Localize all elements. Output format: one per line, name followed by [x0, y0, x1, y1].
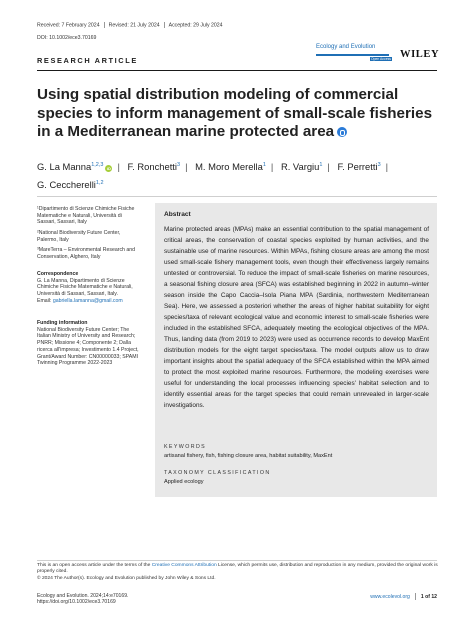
correspondence-text: G. La Manna, Dipartimento di Scienze Chimiche Fisiche Matematiche e Naturali, Università di Sassari, Sassari, Italy.	[37, 277, 133, 298]
journal-logo[interactable]	[316, 44, 440, 64]
funding-text: National Biodiversity Future Center; The Italian Ministry of University and Research; PNRR; Missione 4; Componente 2; Dalla ricerca all'impresa; Investimento 1.4 Project, Grant/Award Number: CN00000033; SPAMI Twinning Programme 2022-2023	[37, 326, 139, 367]
correspondence-block	[37, 271, 140, 305]
email-label: Email:	[37, 297, 52, 304]
abstract-text: Marine protected areas (MPAs) make an essential contribution to the spatial management of critical areas, the conservation of coastal species exploited by human activities, and the sustainable use of marine resources. Within MPAs, fishing closure areas are among the most used small-scale fishery management tools, even though their effectiveness largely remains untested or controversial. To reduce the impact of small-scale fisheries on marine resources, a seasonal fishing closure area (SFCA) was established beginning in 2022 in autumn–winter season inside the Capo Caccia–Isola Piana MPA (Sardinia, northwestern Mediterranean Sea). Here, we assessed a posteriori whether the areas of higher habitat suitability for eight species/taxa of relevant ecological value and economic interest to small-scale fisheries were included in the established SFCA, adequately meeting the ecological objectives of the MPA. Thus, landing data (from 2019 to 2023) were used as occurrence records to develop MaxEnt distribution models for the eight target species/taxa. The model outputs allow us to draw important insights about the spatial adequacy of the SFCA established within the MPA aimed to protect the most exploited marine resources. Furthermore, the modeling exercises were useful for understanding the local processes influencing species' habitat selection and to identify essential areas for the target species that could remain unrevealed in larger-scale investigations.	[164, 226, 429, 409]
affiliation-3: ³MareTerra – Environmental Research and Conservation, Alghero, Italy	[37, 247, 136, 260]
revised-date: Revised: 21 July 2024	[108, 22, 160, 29]
abstract-heading: Abstract	[164, 211, 191, 218]
license-pre: This is an open access article under the terms of the	[37, 563, 152, 568]
email-link[interactable]: gabriella.lamanna@gmail.com	[52, 297, 123, 304]
title-text: Using spatial distribution modeling of commercial species to inform management of small-scale fisheries in a Mediterranean marine protected area	[37, 86, 433, 141]
author-3[interactable]: M. Moro Merella$^1$	[195, 161, 266, 173]
article-doi: DOI: 10.1002/ece3.70169	[37, 35, 97, 41]
header-divider	[37, 70, 437, 71]
footer-citation	[37, 593, 128, 606]
author-divider	[37, 196, 437, 197]
article-type: RESEARCH ARTICLE	[37, 56, 138, 65]
author-1[interactable]: G. La Manna$^{1,2,3}$	[37, 161, 104, 173]
author-4[interactable]: R. Vargiu$^1$	[280, 161, 323, 173]
keywords-heading: KEYWORDS	[164, 444, 207, 450]
keywords-text: artisanal fishery, fish, fishing closure area, habitat suitability, MaxEnt	[164, 453, 333, 459]
correspondence-heading: Correspondence	[37, 271, 79, 277]
funding-block	[37, 320, 140, 367]
publisher-logo: WILEY	[400, 49, 440, 60]
journal-bar-icon	[316, 54, 389, 56]
doi-link[interactable]: https://doi.org/10.1002/ece3.70169	[37, 599, 116, 606]
article-dates	[37, 22, 223, 28]
affiliation-1: ¹Dipartimento di Scienze Chimiche Fisiche Matematiche e Naturali, Università di Sassari, Sassari, Italy	[37, 206, 135, 226]
license-link[interactable]: Creative Commons Attribution	[151, 563, 217, 568]
taxonomy-text: Applied ecology	[164, 479, 204, 485]
received-date: Received: 7 February 2024	[37, 22, 100, 29]
author-5[interactable]: F. Perretti$^3$	[337, 161, 381, 173]
article-title	[37, 86, 437, 142]
website-link[interactable]: www.ecolevol.org	[370, 593, 410, 600]
author-2[interactable]: F. Ronchetti$^3$	[127, 161, 181, 173]
license-text	[37, 563, 439, 582]
copyright-text: © 2024 The Author(s). Ecology and Evolution published by John Wiley & Sons Ltd.	[37, 575, 216, 581]
footer-right	[370, 593, 437, 600]
funding-heading: Funding information	[37, 320, 88, 326]
open-access-icon	[337, 127, 347, 137]
license-post: License, which permits use, distribution and reproduction in any medium, provided the original work is properly cited.	[37, 563, 438, 575]
abstract-box	[155, 203, 437, 497]
taxonomy-heading: TAXONOMY CLASSIFICATION	[164, 470, 271, 476]
citation-text: Ecology and Evolution. 2024;14:e70169.	[37, 593, 129, 599]
affiliation-2: ²National Biodiversity Future Center, Palermo, Italy	[37, 230, 121, 243]
accepted-date: Accepted: 29 July 2024	[168, 22, 223, 29]
author-list: G. La Manna$^{1,2,3}$iD | F. Ronchetti$^3$ | M. Moro Merella$^1$ | R. Vargiu$^1$ | F. Perretti$^3$ | G. Ceccherelli$^{1,2}$	[37, 161, 389, 191]
author-6[interactable]: G. Ceccherelli$^{1,2}$	[37, 179, 104, 191]
open-access-label: Open Access	[371, 57, 391, 61]
journal-name: Ecology and Evolution	[316, 44, 376, 50]
page-count: 1 of 12	[420, 593, 437, 600]
orcid-icon[interactable]: iD	[106, 166, 111, 172]
license-divider	[37, 560, 437, 561]
